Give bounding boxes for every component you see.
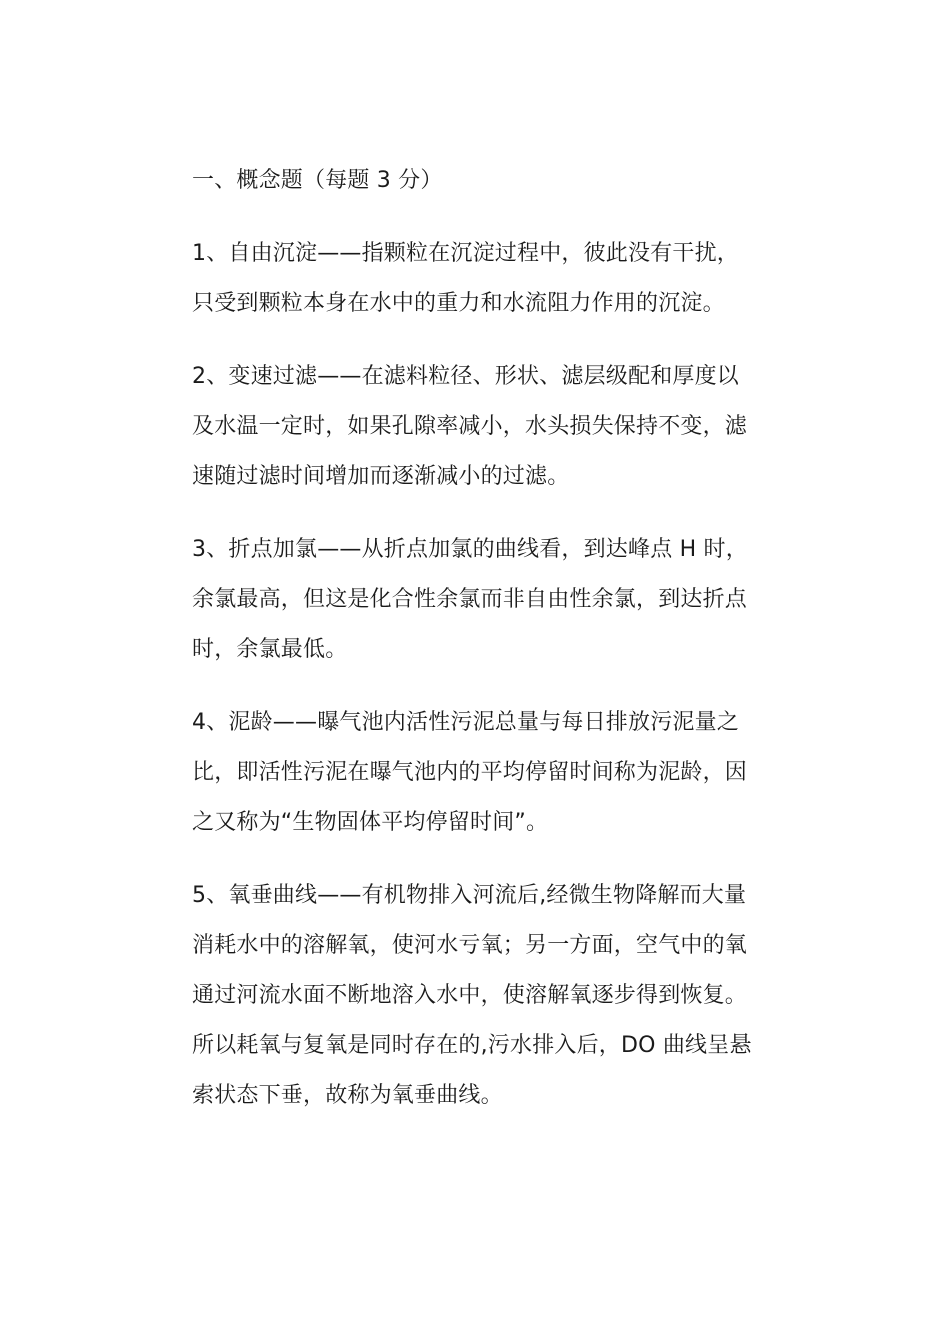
definition-line: 所以耗氧与复氧是同时存在的,污水排入后，DO 曲线呈悬 — [192, 1033, 752, 1058]
definition-item-3 — [192, 525, 764, 675]
definition-item-1 — [192, 229, 764, 329]
definition-line: 时，余氯最低。 — [192, 637, 348, 662]
definition-line: 4、泥龄——曝气池内活性污泥总量与每日排放污泥量之 — [192, 710, 739, 735]
definition-line: 通过河流水面不断地溶入水中，使溶解氧逐步得到恢复。 — [192, 983, 748, 1008]
definition-line: 2、变速过滤——在滤料粒径、形状、滤层级配和厚度以 — [192, 364, 739, 389]
definition-item-2 — [192, 352, 764, 502]
definition-item-5 — [192, 871, 764, 1121]
definition-line: 只受到颗粒本身在水中的重力和水流阻力作用的沉淀。 — [192, 291, 725, 316]
definition-line: 之又称为“生物固体平均停留时间”。 — [192, 810, 549, 835]
definition-line: 3、折点加氯——从折点加氯的曲线看，到达峰点 H 时， — [192, 537, 748, 562]
definition-line: 5、氧垂曲线——有机物排入河流后,经微生物降解而大量 — [192, 883, 747, 908]
definition-line: 余氯最高，但这是化合性余氯而非自由性余氯，到达折点 — [192, 587, 748, 612]
document-body — [192, 156, 764, 1144]
definition-line: 消耗水中的溶解氧，使河水亏氧；另一方面，空气中的氧 — [192, 933, 748, 958]
section-heading: 一、概念题（每题 3 分） — [192, 168, 443, 193]
definition-line: 1、自由沉淀——指颗粒在沉淀过程中，彼此没有干扰， — [192, 241, 739, 266]
definition-line: 索状态下垂，故称为氧垂曲线。 — [192, 1083, 503, 1108]
definition-line: 比，即活性污泥在曝气池内的平均停留时间称为泥龄，因 — [192, 760, 748, 785]
definition-line: 速随过滤时间增加而逐渐减小的过滤。 — [192, 464, 570, 489]
definition-line: 及水温一定时，如果孔隙率减小，水头损失保持不变，滤 — [192, 414, 748, 439]
definition-item-4 — [192, 698, 764, 848]
